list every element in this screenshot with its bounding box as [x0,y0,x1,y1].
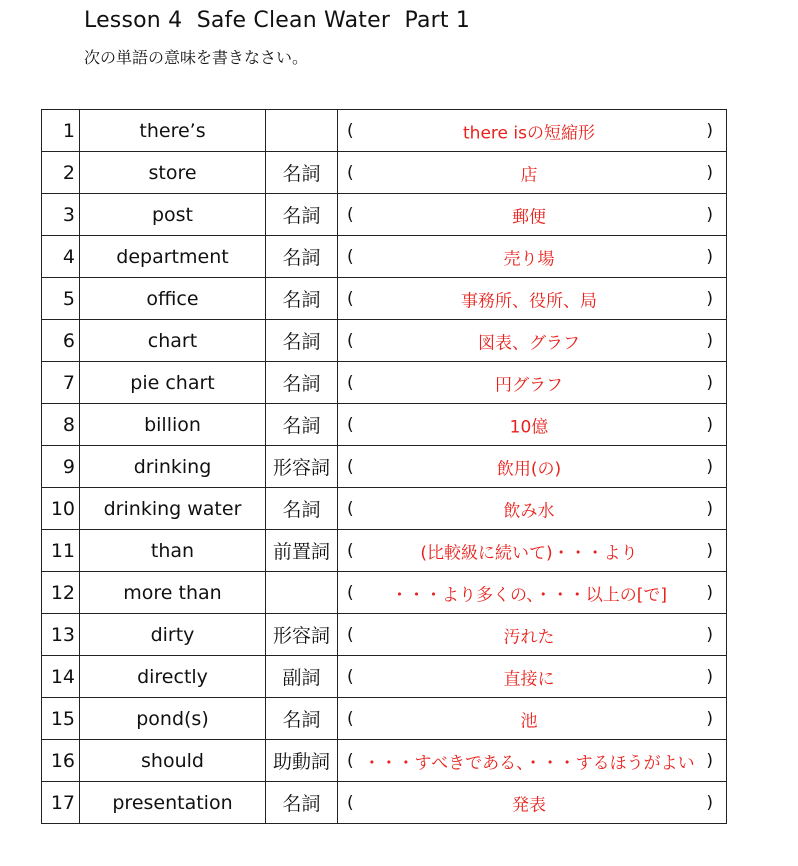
meaning-answer: 事務所、役所、局 [461,291,597,311]
vocab-word: chart [80,320,266,362]
part-of-speech: 助動詞 [266,740,338,782]
meaning-cell [338,110,727,152]
part-of-speech: 前置詞 [266,530,338,572]
meaning-cell [338,530,727,572]
table-row [42,404,727,446]
row-number: 5 [42,278,80,320]
open-paren: ( [347,204,354,225]
part-of-speech [266,110,338,152]
meaning-answer: 発表 [512,795,546,815]
meaning-answer: 飲み水 [503,501,555,521]
part-of-speech: 名詞 [266,782,338,824]
close-paren: ) [706,498,713,519]
table-row [42,320,727,362]
open-paren: ( [347,708,354,729]
vocab-word: pie chart [80,362,266,404]
part-of-speech: 形容詞 [266,446,338,488]
meaning-cell [338,488,727,530]
table-row [42,278,727,320]
open-paren: ( [347,246,354,267]
part-of-speech: 名詞 [266,278,338,320]
meaning-answer: 池 [520,711,538,731]
vocab-word: drinking water [80,488,266,530]
vocab-word: presentation [80,782,266,824]
vocab-word: drinking [80,446,266,488]
meaning-cell [338,698,727,740]
meaning-answer: 郵便 [512,207,546,227]
table-row [42,698,727,740]
close-paren: ) [706,330,713,351]
meaning-answer: 直接に [503,669,555,689]
meaning-answer: there isの短縮形 [463,123,595,143]
close-paren: ) [706,162,713,183]
close-paren: ) [706,372,713,393]
meaning-cell [338,782,727,824]
row-number: 8 [42,404,80,446]
close-paren: ) [706,414,713,435]
close-paren: ) [706,750,713,771]
row-number: 11 [42,530,80,572]
open-paren: ( [347,750,354,771]
table-row [42,656,727,698]
part-of-speech [266,572,338,614]
row-number: 14 [42,656,80,698]
part-of-speech: 形容詞 [266,614,338,656]
vocab-word: dirty [80,614,266,656]
table-row [42,152,727,194]
meaning-answer: 店 [520,165,538,185]
meaning-cell [338,362,727,404]
close-paren: ) [706,666,713,687]
meaning-cell [338,194,727,236]
table-row [42,614,727,656]
row-number: 13 [42,614,80,656]
close-paren: ) [706,288,713,309]
meaning-cell [338,572,727,614]
page-title: Lesson 4 Safe Clean Water Part 1 [84,8,471,33]
meaning-answer: 図表、グラフ [478,333,580,353]
meaning-cell [338,404,727,446]
close-paren: ) [706,456,713,477]
vocab-word: than [80,530,266,572]
open-paren: ( [347,624,354,645]
part-of-speech: 名詞 [266,362,338,404]
row-number: 2 [42,152,80,194]
row-number: 15 [42,698,80,740]
meaning-answer: 飲用(の) [496,459,562,479]
meaning-answer: ・・・より多くの、・・・以上の[で] [390,585,668,605]
vocab-word: post [80,194,266,236]
meaning-cell [338,152,727,194]
row-number: 12 [42,572,80,614]
open-paren: ( [347,540,354,561]
meaning-cell [338,740,727,782]
close-paren: ) [706,792,713,813]
part-of-speech: 名詞 [266,194,338,236]
part-of-speech: 名詞 [266,698,338,740]
meaning-answer: 汚れた [503,627,555,647]
open-paren: ( [347,414,354,435]
row-number: 9 [42,446,80,488]
row-number: 4 [42,236,80,278]
row-number: 16 [42,740,80,782]
table-row [42,488,727,530]
open-paren: ( [347,288,354,309]
part-of-speech: 副詞 [266,656,338,698]
row-number: 6 [42,320,80,362]
part-of-speech: 名詞 [266,404,338,446]
close-paren: ) [706,246,713,267]
table-row [42,236,727,278]
close-paren: ) [706,624,713,645]
meaning-cell [338,278,727,320]
open-paren: ( [347,330,354,351]
table-row [42,110,727,152]
vocabulary-table [41,109,727,824]
meaning-cell [338,236,727,278]
open-paren: ( [347,120,354,141]
row-number: 3 [42,194,80,236]
vocab-word: billion [80,404,266,446]
open-paren: ( [347,666,354,687]
vocabulary-table-body [42,110,727,824]
close-paren: ) [706,540,713,561]
close-paren: ) [706,204,713,225]
meaning-answer: ・・・すべきである、・・・するほうがよい [363,753,695,773]
row-number: 17 [42,782,80,824]
close-paren: ) [706,120,713,141]
meaning-answer: 円グラフ [495,375,563,395]
part-of-speech: 名詞 [266,236,338,278]
table-row [42,572,727,614]
table-row [42,194,727,236]
instruction-text: 次の単語の意味を書きなさい。 [84,48,309,67]
row-number: 1 [42,110,80,152]
vocab-word: office [80,278,266,320]
meaning-answer: 売り場 [503,249,555,269]
open-paren: ( [347,582,354,603]
open-paren: ( [347,498,354,519]
close-paren: ) [706,708,713,729]
table-row [42,740,727,782]
open-paren: ( [347,792,354,813]
meaning-cell [338,320,727,362]
vocab-word: store [80,152,266,194]
open-paren: ( [347,372,354,393]
vocab-word: department [80,236,266,278]
close-paren: ) [706,582,713,603]
part-of-speech: 名詞 [266,152,338,194]
meaning-answer: (比較級に続いて)・・・より [420,543,638,563]
vocab-word: pond(s) [80,698,266,740]
open-paren: ( [347,456,354,477]
row-number: 7 [42,362,80,404]
meaning-cell [338,656,727,698]
vocab-word: directly [80,656,266,698]
part-of-speech: 名詞 [266,320,338,362]
vocab-word: should [80,740,266,782]
meaning-cell [338,614,727,656]
table-row [42,530,727,572]
vocab-word: more than [80,572,266,614]
row-number: 10 [42,488,80,530]
table-row [42,446,727,488]
vocab-word: there’s [80,110,266,152]
meaning-answer: 10億 [509,417,549,437]
table-row [42,362,727,404]
meaning-cell [338,446,727,488]
open-paren: ( [347,162,354,183]
part-of-speech: 名詞 [266,488,338,530]
table-row [42,782,727,824]
